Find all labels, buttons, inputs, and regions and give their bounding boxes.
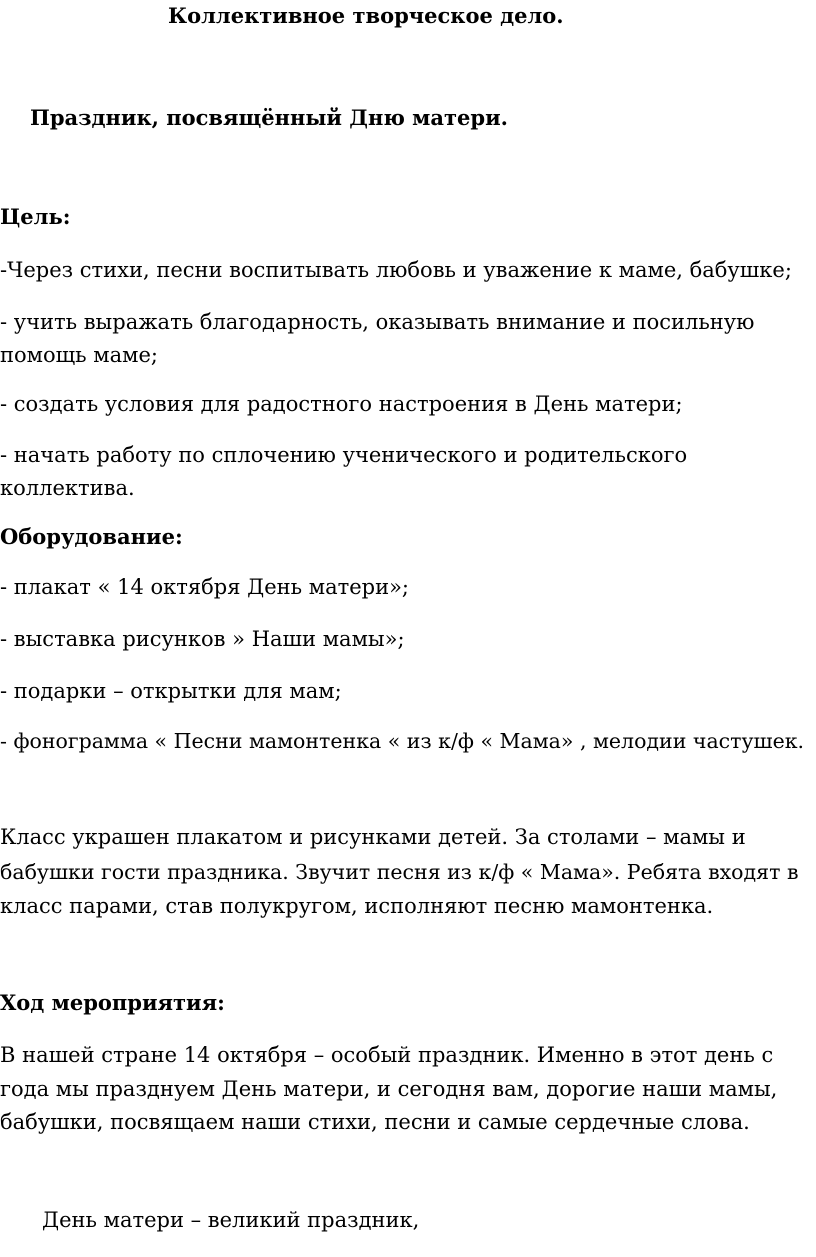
- goal-heading: Цель:: [0, 204, 71, 229]
- intro-line: Класс украшен плакатом и рисунками детей. За столами – мамы и: [0, 825, 746, 849]
- equipment-item: - выставка рисунков » Наши мамы»;: [0, 627, 405, 651]
- goal-item: - создать условия для радостного настроения в День матери;: [0, 392, 683, 416]
- poem-first-line: День матери – великий праздник,: [42, 1208, 420, 1232]
- course-heading: Ход мероприятия:: [0, 990, 225, 1015]
- goal-item-continuation: коллектива.: [0, 476, 135, 500]
- equipment-heading: Оборудование:: [0, 524, 183, 549]
- goal-item: -Через стихи, песни воспитывать любовь и уважение к маме, бабушке;: [0, 258, 792, 282]
- equipment-item: - фонограмма « Песни мамонтенка « из к/ф « Мама» , мелодии частушек.: [0, 729, 805, 753]
- equipment-item: - подарки – открытки для мам;: [0, 679, 342, 703]
- course-paragraph-line: В нашей стране 14 октября – особый праздник. Именно в этот день с: [0, 1043, 774, 1067]
- course-paragraph-line: бабушки, посвящаем наши стихи, песни и самые сердечные слова.: [0, 1110, 750, 1134]
- goal-item: - учить выражать благодарность, оказывать внимание и посильную: [0, 310, 755, 334]
- goal-item: - начать работу по сплочению ученического и родительского: [0, 443, 688, 467]
- course-paragraph-line: года мы празднуем День матери, и сегодня вам, дорогие наши мамы,: [0, 1077, 778, 1101]
- document-title: Коллективное творческое дело.: [168, 3, 564, 28]
- document-subtitle: Праздник, посвящённый Дню матери.: [30, 105, 508, 130]
- goal-item-continuation: помощь маме;: [0, 343, 158, 367]
- intro-line: бабушки гости праздника. Звучит песня из к/ф « Мама». Ребята входят в: [0, 860, 799, 884]
- intro-line: класс парами, став полукругом, исполняют песню мамонтенка.: [0, 894, 714, 918]
- equipment-item: - плакат « 14 октября День матери»;: [0, 575, 409, 599]
